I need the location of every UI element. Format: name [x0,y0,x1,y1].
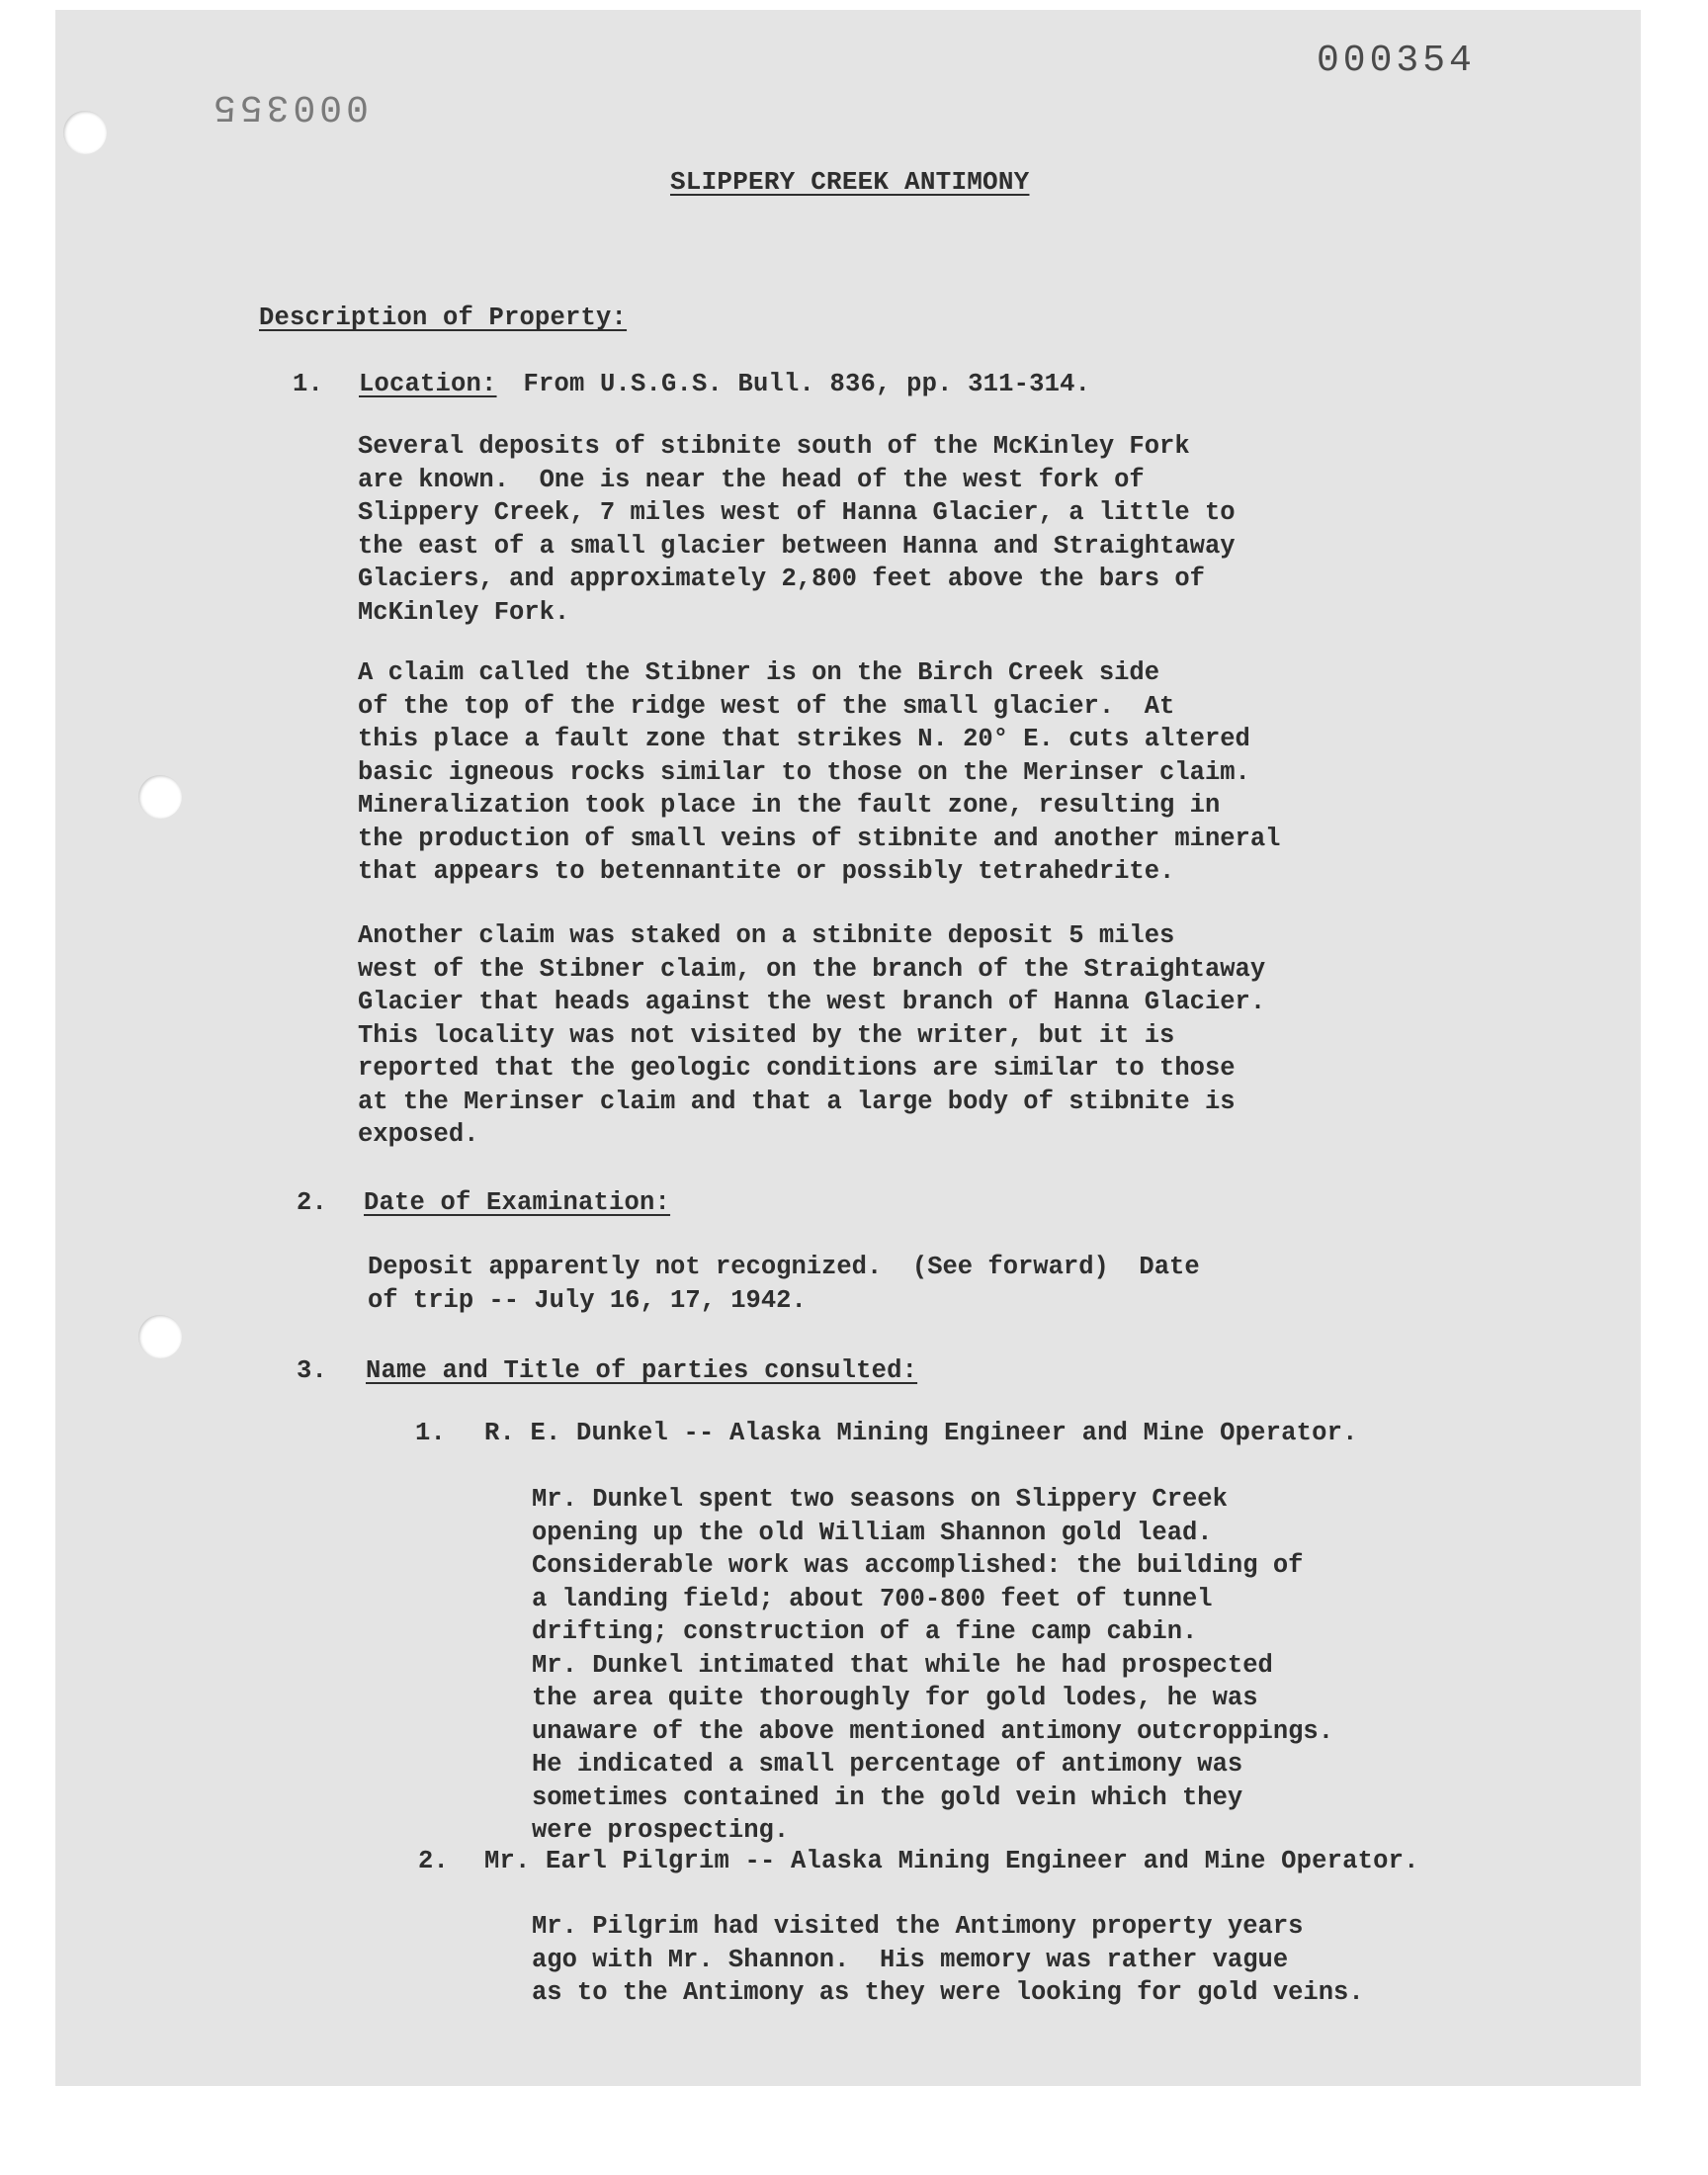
section-heading: Description of Property: [259,304,628,332]
document-title: SLIPPERY CREEK ANTIMONY [670,167,1030,197]
location-paragraph-2: A claim called the Stibner is on the Birch Creek side of the top of the ridge west of the small glacier. At this place a fault zone that strikes N. 20° E. cuts altered basic igneous rocks similar to those on the Merinser claim. Mineralization took place in the fault zone, resulting in the production of small veins of stibnite and another mineral that appears to betennantite or possibly tetrahedrite. [358,658,1281,886]
item-2-label: Date of Examination: [364,1188,671,1217]
location-paragraph-1: Several deposits of stibnite south of the McKinley Fork are known. One is near the head of the west fork of Slippery Creek, 7 miles west of Hanna Glacier, a little to the east of a small glacier between Hanna and Straightaway Glaciers, and approximately 2,800 feet above the bars of McKinley Fork. [358,432,1236,627]
item-3-label: Name and Title of parties consulted: [366,1356,918,1385]
party-1-paragraph: Mr. Dunkel spent two seasons on Slippery Creek opening up the old William Shannon gold lead. Considerable work was accomplished: the building of a landing field; about 700-800 feet of tunnel drifting; construction of a fine camp cabin. Mr. Dunkel intimated that while he had prospected the area quite thoroughly for gold lodes, he was unaware of the above mentioned antimony outcroppings. He indicated a small percentage of antimony was sometimes contained in the gold vein which they were prospecting. [532,1485,1334,1845]
item-1-label: Location: [359,370,497,398]
item-1-text: From U.S.G.S. Bull. 836, pp. 311-314. [508,370,1091,398]
item-3-number: 3. [297,1356,328,1385]
item-1-number: 1. [293,370,324,398]
document-number-bleedthrough: 000355 [210,85,369,128]
party-2-number: 2. [418,1847,450,1875]
location-paragraph-3: Another claim was staked on a stibnite deposit 5 miles west of the Stibner claim, on the branch of the Straightaway Glacier that heads against the west branch of Hanna Glacier. This locality was not visited by the writer, but it is reported that the geologic conditions are similar to those at the Merinser claim and that a large body of stibnite is exposed. [358,921,1266,1149]
document-number: 000354 [1317,40,1476,82]
party-1-number: 1. [415,1419,447,1447]
item-2-number: 2. [297,1188,328,1217]
party-2-name-title: Mr. Earl Pilgrim -- Alaska Mining Engineer and Mine Operator. [484,1847,1419,1875]
examination-paragraph: Deposit apparently not recognized. (See forward) Date of trip -- July 16, 17, 1942. [368,1253,1200,1315]
party-2-paragraph: Mr. Pilgrim had visited the Antimony property years ago with Mr. Shannon. His memory was rather vague as to the Antimony as they were looking for gold veins. [532,1912,1364,2007]
party-1-name-title: R. E. Dunkel -- Alaska Mining Engineer and Mine Operator. [484,1419,1358,1447]
